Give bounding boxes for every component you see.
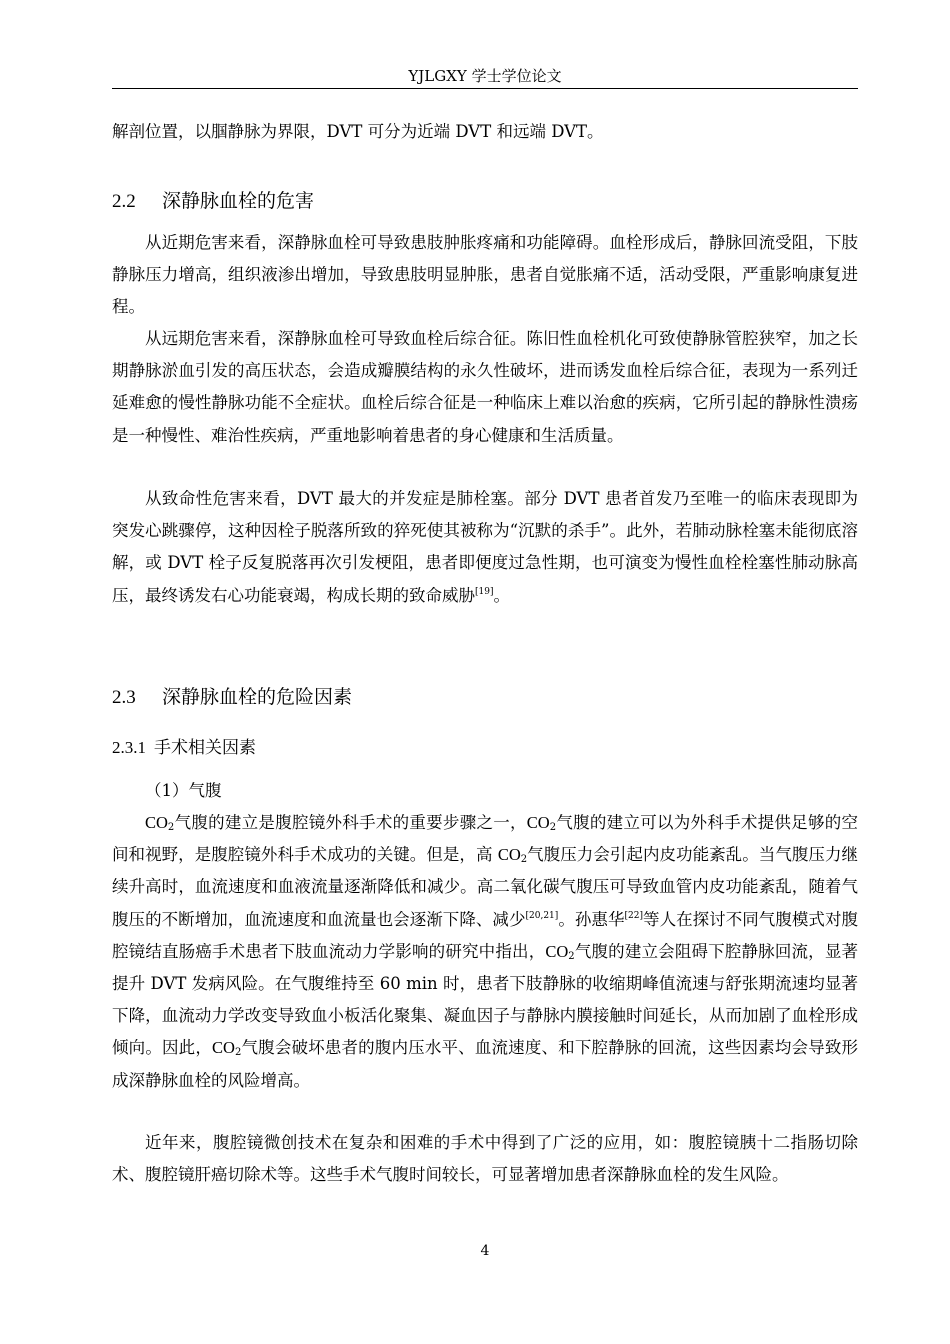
citation: [20,21] (525, 910, 559, 921)
paragraph-laparoscopy-trend: 近年来，腹腔镜微创技术在复杂和困难的手术中得到了广泛的应用，如：腹腔镜胰十二指肠切除术、腹腔镜肝癌切除术等。这些手术气腹时间较长，可显著增加患者深静脉血栓的发生风险。 (112, 1133, 858, 1185)
paragraph-fatal-harm (112, 483, 858, 612)
paragraph-text: 气腹压力会引起内皮功能紊乱。当气腹压力继续升高时，血流速度和血液流量逐渐降低和减少。高二氧化碳气腹压可导致血管内皮功能紊乱，随着气腹压的不断增加，血流速度和血流量也会逐渐下降、减少 (112, 845, 858, 929)
section-title: 深静脉血栓的危害 (162, 190, 315, 212)
citation: [19] (475, 586, 494, 597)
section-number: 2.3 (112, 687, 136, 708)
paragraph-text: 气腹的建立会阻碍下腔静脉回流，显著提升 DVT 发病风险。在气腹维持至 60 min 时，患者下肢静脉的收缩期峰值流速与舒张期流速均显著下降，血流动力学改变导致血小板活化聚集、凝血因子与静脉内膜接触时间延长，从而加剧了血栓形成倾向。因此， (112, 941, 859, 1058)
page-number: 4 (480, 1243, 490, 1259)
paragraph-text: 气腹的建立是腹腔镜外科手术的重要步骤之一， (174, 813, 527, 832)
list-item-pneumoperitoneum: （1）气腹 (145, 781, 222, 800)
co2-subscript: 2 (549, 822, 557, 833)
section-title: 深静脉血栓的危险因素 (162, 686, 353, 708)
co2-subscript: 2 (167, 822, 175, 833)
subsection-title: 手术相关因素 (154, 738, 256, 758)
co2-co: CO (545, 941, 569, 961)
running-header: YJLGXY 学士学位论文 (408, 67, 562, 85)
co2-co: CO (497, 845, 521, 865)
co2-subscript: 2 (520, 854, 528, 866)
paragraph-pneumoperitoneum (112, 807, 858, 1097)
citation: [22] (624, 910, 643, 921)
paragraph-text: 等人在探讨不同气腹模式对腹腔镜结直肠癌手术患者下肢血流动力学影响的研究中指出， (112, 909, 859, 961)
paragraph-end: 。 (493, 585, 510, 605)
subsection-heading-2-3-1 (112, 736, 256, 760)
section-heading-2-3 (112, 684, 352, 711)
paragraph-text: 。孙惠华 (558, 909, 625, 929)
paragraph-text: 从致命性危害来看，DVT 最大的并发症是肺栓塞。部分 DVT 患者首发乃至唯一的临床表现即为突发心跳骤停，这种因栓子脱落所致的猝死使其被称为“沉默的杀手”。此外，若肺动脉栓塞未能彻底溶解，或 DVT 栓子反复脱落再次引发梗阻，患者即便度过急性期，也可演变为慢性血栓栓塞性肺动脉高压，最终诱发右心功能衰竭，构成长期的致命威胁 (112, 489, 858, 605)
co2-subscript: 2 (568, 950, 575, 962)
co2-co: CO (145, 813, 168, 832)
co2-subscript: 2 (234, 1047, 242, 1059)
subsection-number: 2.3.1 (112, 738, 146, 757)
intro-line: 解剖位置，以腘静脉为界限，DVT 可分为近端 DVT 和远端 DVT。 (112, 122, 604, 141)
co2-co: CO (526, 813, 550, 832)
paragraph-short-term-harm: 从近期危害来看，深静脉血栓可导致患肢肿胀疼痛和功能障碍。血栓形成后，静脉回流受阻，下肢静脉压力增高，组织液渗出增加，导致患肢明显肿胀，患者自觉胀痛不适，活动受限，严重影响康复进程。 (112, 233, 858, 317)
paragraph-text: 气腹的建立可以为外科手术提供足够的空间和视野，是腹腔镜外科手术成功的关键。但是，高 (112, 813, 859, 865)
section-number: 2.2 (112, 191, 136, 212)
paragraph-text: 气腹会破坏患者的腹内压水平、血流速度、和下腔静脉的回流，这些因素均会导致形成深静脉血栓的风险增高。 (112, 1038, 859, 1090)
header-rule (112, 88, 858, 89)
paragraph-long-term-harm: 从远期危害来看，深静脉血栓可导致血栓后综合征。陈旧性血栓机化可致使静脉管腔狭窄，加之长期静脉淤血引发的高压状态，会造成瓣膜结构的永久性破坏，进而诱发血栓后综合征，表现为一系列迁延难愈的慢性静脉功能不全症状。血栓后综合征是一种临床上难以治愈的疾病，它所引起的静脉性溃疡是一种慢性、难治性疾病，严重地影响着患者的身心健康和生活质量。 (112, 329, 858, 445)
co2-co: CO (212, 1038, 235, 1058)
section-heading-2-2 (112, 188, 314, 215)
